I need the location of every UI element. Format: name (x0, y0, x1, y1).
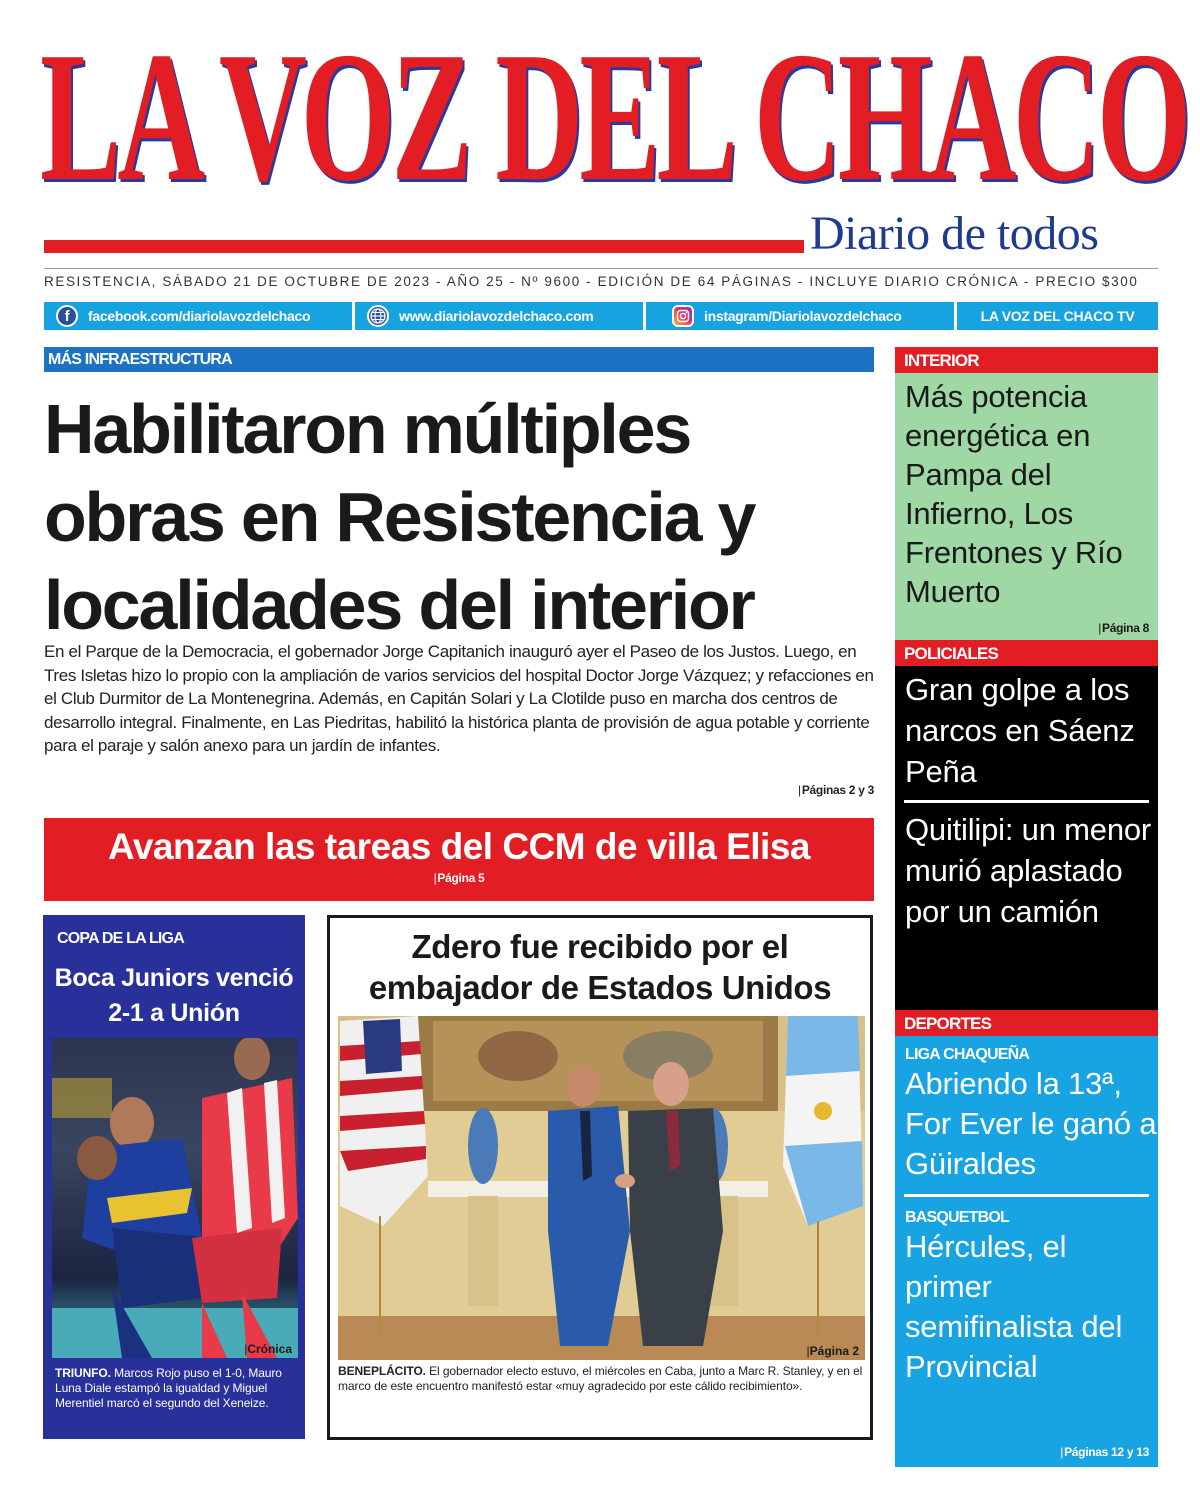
center-photo-page-ref: | Página 2 (807, 1344, 859, 1358)
deportes-subsection-1: LIGA CHAQUEÑA (905, 1046, 1030, 1063)
main-story-headline[interactable]: Habilitaron múltiples obras en Resistencia y localidades del interior (44, 390, 755, 644)
deportes-headline-1[interactable]: Abriendo la 13ª, For Ever le ganó a Güiraldes (905, 1066, 1157, 1181)
sports-kicker: COPA DE LA LIGA (57, 930, 184, 947)
section-interior[interactable] (895, 347, 1158, 641)
masthead-red-rule (44, 240, 804, 253)
section-label-interior: INTERIOR (895, 347, 1158, 373)
section-deportes[interactable] (895, 1010, 1158, 1467)
center-story-box[interactable] (327, 915, 873, 1440)
globe-icon (367, 305, 389, 327)
football-match-photo (52, 1038, 298, 1358)
sports-caption (55, 1366, 301, 1411)
interior-headline: Más potencia energética en Pampa del Infierno, Los Frentones y Río Muerto (905, 379, 1123, 609)
sports-headline: Boca Juniors venció 2-1 a Unión (54, 964, 294, 1027)
newspaper-tagline: Diario de todos (810, 207, 1099, 260)
policiales-headline-1[interactable]: Gran golpe a los narcos en Sáenz Peña (905, 672, 1135, 789)
tv-link-label: LA VOZ DEL CHACO TV (980, 308, 1135, 324)
sports-photo-credit: | Crónica (244, 1342, 292, 1356)
center-story-headline: Zdero fue recibido por el embajador de Estados Unidos (368, 928, 832, 1006)
section-label-policiales: POLICIALES (895, 640, 1158, 666)
sports-caption-text: Marcos Rojo puso el 1-0, Mauro Luna Diale estampó la igualdad y Miguel Merentiel marcó el segundo del Xeneize. (55, 1366, 282, 1410)
sports-story-box[interactable] (43, 915, 305, 1439)
ambassador-meeting-photo (338, 1016, 865, 1360)
red-banner-story[interactable] (44, 818, 874, 901)
ambassador-photo-illustration (338, 1016, 865, 1360)
instagram-link-label: instagram/Diariolavozdelchaco (704, 308, 902, 324)
edition-info-line: RESISTENCIA, SÁBADO 21 DE OCTUBRE DE 2023 - AÑO 25 - Nº 9600 - EDICIÓN DE 64 PÁGINAS - INCLUYE DIARIO CRÓNICA - PRECIO $300 (44, 274, 1139, 289)
deportes-subsection-2: BASQUETBOL (905, 1209, 1010, 1226)
center-story-caption (338, 1364, 868, 1393)
section-policiales[interactable] (895, 640, 1158, 1033)
instagram-icon (672, 305, 694, 327)
main-story-kicker: MÁS INFRAESTRUCTURA (44, 347, 874, 372)
newspaper-title: LA VOZ DEL CHACO (40, 14, 1188, 220)
sports-caption-lead: TRIUNFO. (55, 1366, 111, 1380)
facebook-link-label: facebook.com/diariolavozdelchaco (88, 308, 311, 324)
center-caption-lead: BENEPLÁCITO. (338, 1364, 426, 1378)
website-link[interactable] (355, 302, 643, 330)
social-links-bar (44, 302, 1158, 330)
website-link-label: www.diariolavozdelchaco.com (399, 308, 594, 324)
tv-link[interactable] (957, 302, 1158, 330)
interior-page-ref: | Página 8 (1098, 621, 1149, 635)
main-story-body: En el Parque de la Democracia, el gobernador Jorge Capitanich inauguró ayer el Paseo de los Justos. Luego, en Tres Isletas hizo lo propio con la ampliación de varios servicios del hospital Doctor Jorge Vázquez; y refacciones en el Club Durmitor de La Montenegrina. Además, en Capitán Solari y La Clotilde puso en marcha dos centros de desarrollo integral. Finalmente, en Las Piedritas, habilitó la histórica planta de provisión de agua potable y corriente para el paraje y salón anexo para un jardín de infantes. (44, 642, 874, 755)
deportes-page-ref: | Páginas 12 y 13 (1060, 1445, 1149, 1459)
main-story-page-ref: | Páginas 2 y 3 (798, 783, 874, 797)
football-photo-illustration (52, 1038, 298, 1358)
policiales-headline-2[interactable]: Quitilipi: un menor murió aplastado por un camión (905, 812, 1152, 929)
section-label-deportes: DEPORTES (895, 1010, 1158, 1036)
red-banner-headline: Avanzan las tareas del CCM de villa Elisa (108, 826, 810, 867)
instagram-link[interactable] (646, 302, 954, 330)
facebook-icon: f (56, 305, 78, 327)
deportes-headline-2[interactable]: Hércules, el primer semifinalista del Provincial (905, 1229, 1123, 1384)
facebook-link[interactable] (44, 302, 352, 330)
center-caption-text: El gobernador electo estuvo, el miércoles en Caba, junto a Marc R. Stanley, y en el marco de este encuentro manifestó estar «muy agradecido por este cálido recibimiento». (338, 1364, 863, 1393)
edition-divider (44, 268, 1158, 269)
red-banner-page-ref: | Página 5 (44, 871, 874, 885)
